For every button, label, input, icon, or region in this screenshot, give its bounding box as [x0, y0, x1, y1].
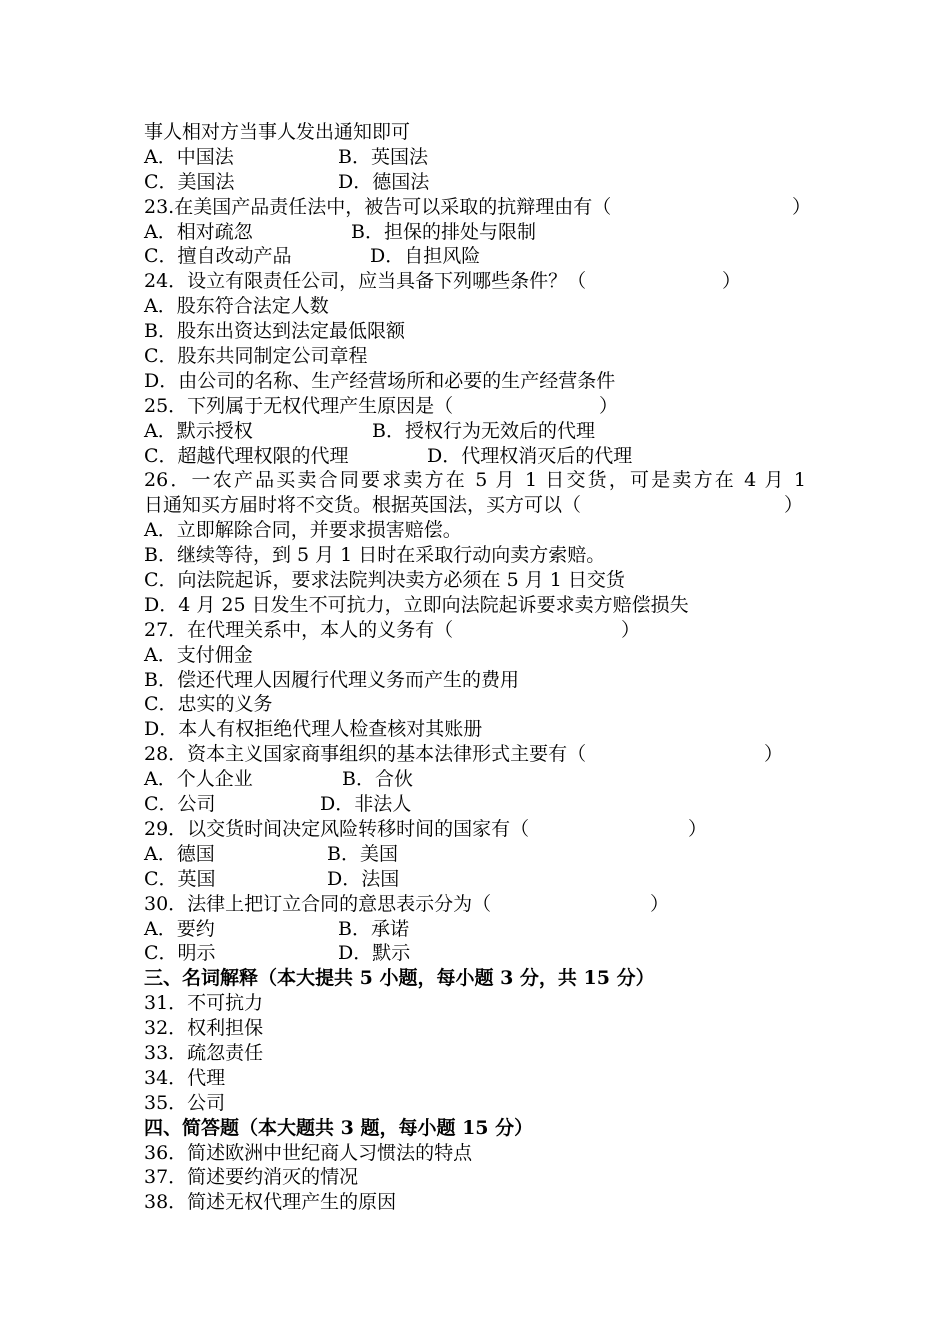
line-text: B．股东出资达到法定最低限额	[144, 320, 405, 343]
document-line	[144, 767, 824, 792]
line-text: 26．一农产品买卖合同要求卖方在 5 月 1 日交货，可是卖方在 4 月 1	[144, 469, 806, 492]
section-heading	[144, 966, 824, 991]
line-text: C．擅自改动产品	[144, 245, 292, 268]
document-line	[144, 444, 824, 469]
line-text-column-2: ）	[792, 195, 812, 218]
line-text-column-2: ）	[688, 817, 708, 840]
document-line	[144, 294, 824, 319]
line-text: 38．简述无权代理产生的原因	[144, 1191, 397, 1214]
document-line	[144, 643, 824, 668]
line-text-column-2: ）	[784, 494, 804, 517]
line-text: C．明示	[144, 942, 216, 965]
line-text: C．忠实的义务	[144, 693, 273, 716]
document-line	[144, 319, 824, 344]
document-line	[144, 244, 824, 269]
line-text: B．偿还代理人因履行代理义务而产生的费用	[144, 668, 519, 691]
document-line	[144, 394, 824, 419]
line-text: 31．不可抗力	[144, 992, 264, 1015]
line-text: B．继续等待，到 5 月 1 日时在采取行动向卖方索赔。	[144, 544, 606, 567]
line-text: A．中国法	[144, 145, 234, 168]
line-text-column-2: D．法国	[327, 867, 400, 890]
document-line	[144, 170, 824, 195]
line-text: 36．简述欧洲中世纪商人习惯法的特点	[144, 1141, 473, 1164]
line-text-column-2: D．默示	[338, 942, 411, 965]
document-line	[144, 867, 824, 892]
line-text: C．公司	[144, 793, 216, 816]
document-line	[144, 220, 824, 245]
document-line	[144, 842, 824, 867]
line-text-column-2: B．英国法	[338, 145, 428, 168]
document-line	[144, 1091, 824, 1116]
document-line	[144, 1016, 824, 1041]
document-line	[144, 1066, 824, 1091]
line-text: 28．资本主义国家商事组织的基本法律形式主要有（	[144, 743, 587, 766]
line-text: A．要约	[144, 917, 215, 940]
document-line	[144, 991, 824, 1016]
line-text-column-2: D．自担风险	[370, 245, 481, 268]
line-text: 事人相对方当事人发出通知即可	[144, 121, 411, 143]
line-text: C．英国	[144, 867, 216, 890]
document-line	[144, 269, 824, 294]
document-line	[144, 493, 824, 518]
document-line	[144, 892, 824, 917]
document-line	[144, 195, 824, 220]
document-line	[144, 468, 824, 493]
document-line	[144, 668, 824, 693]
line-text: 27．在代理关系中，本人的义务有（	[144, 618, 454, 641]
document-line	[144, 1141, 824, 1166]
line-text-column-2: ）	[599, 394, 619, 417]
line-text: 35．公司	[144, 1091, 226, 1114]
document-line	[144, 742, 824, 767]
line-text: 日通知买方届时将不交货。根据英国法，买方可以（	[144, 494, 582, 517]
line-text-column-2: ）	[764, 743, 784, 766]
document-line	[144, 817, 824, 842]
line-text-column-2: ）	[621, 618, 641, 641]
document-line	[144, 618, 824, 643]
document-line	[144, 145, 824, 170]
line-text: C．向法院起诉，要求法院判决卖方必须在 5 月 1 日交货	[144, 569, 625, 592]
line-text: 三、名词解释（本大提共 5 小题，每小题 3 分，共 15 分）	[144, 967, 655, 990]
line-text-column-2: B．合伙	[342, 768, 413, 791]
document-line	[144, 941, 824, 966]
line-text: 32．权利担保	[144, 1017, 264, 1040]
line-text: A．支付佣金	[144, 643, 253, 666]
document-line	[144, 593, 824, 618]
document-line	[144, 1041, 824, 1066]
document-line	[144, 568, 824, 593]
line-text-column-2: D．德国法	[338, 170, 430, 193]
document-line	[144, 543, 824, 568]
line-text: 34．代理	[144, 1066, 226, 1089]
line-text-column-2: D．非法人	[320, 793, 412, 816]
document-line	[144, 369, 824, 394]
line-text: D．4 月 25 日发生不可抗力，立即向法院起诉要求卖方赔偿损失	[144, 593, 689, 616]
line-text: C．股东共同制定公司章程	[144, 345, 368, 368]
section-heading	[144, 1116, 824, 1141]
line-text-column-2: D．代理权消灭后的代理	[427, 444, 633, 467]
line-text: A．股东符合法定人数	[144, 295, 329, 318]
line-text: A．个人企业	[144, 768, 253, 791]
document-line	[144, 792, 824, 817]
line-text: 33．疏忽责任	[144, 1041, 264, 1064]
document-line	[144, 344, 824, 369]
line-text: 23.在美国产品责任法中，被告可以采取的抗辩理由有（	[144, 195, 612, 218]
line-text: A．德国	[144, 842, 215, 865]
document-line	[144, 1165, 824, 1190]
line-text: 24．设立有限责任公司，应当具备下列哪些条件？（	[144, 270, 587, 293]
document-line	[144, 120, 824, 145]
line-text: A．立即解除合同，并要求损害赔偿。	[144, 519, 462, 542]
line-text: D．由公司的名称、生产经营场所和必要的生产经营条件	[144, 369, 616, 392]
document-line	[144, 1190, 824, 1215]
line-text-column-2: B．授权行为无效后的代理	[372, 419, 595, 442]
line-text: D．本人有权拒绝代理人检查核对其账册	[144, 718, 483, 741]
line-text: A．相对疏忽	[144, 220, 253, 243]
line-text-column-2: B．担保的排处与限制	[351, 220, 536, 243]
document-line	[144, 917, 824, 942]
line-text-column-2: B．承诺	[338, 917, 409, 940]
line-text-column-2: B．美国	[327, 842, 398, 865]
document-line	[144, 717, 824, 742]
exam-page-body	[144, 120, 824, 1215]
line-text: 25．下列属于无权代理产生原因是（	[144, 394, 454, 417]
line-text: C．超越代理权限的代理	[144, 444, 349, 467]
document-line	[144, 692, 824, 717]
line-text-column-2: ）	[722, 270, 742, 293]
line-text: 29．以交货时间决定风险转移时间的国家有（	[144, 817, 530, 840]
line-text: 37．简述要约消灭的情况	[144, 1166, 359, 1189]
line-text: 30．法律上把订立合同的意思表示分为（	[144, 892, 492, 915]
line-text-column-2: ）	[650, 892, 670, 915]
line-text: 四、简答题（本大题共 3 题，每小题 15 分）	[144, 1116, 534, 1139]
line-text: A．默示授权	[144, 419, 253, 442]
document-line	[144, 518, 824, 543]
line-text: C．美国法	[144, 170, 235, 193]
document-line	[144, 419, 824, 444]
